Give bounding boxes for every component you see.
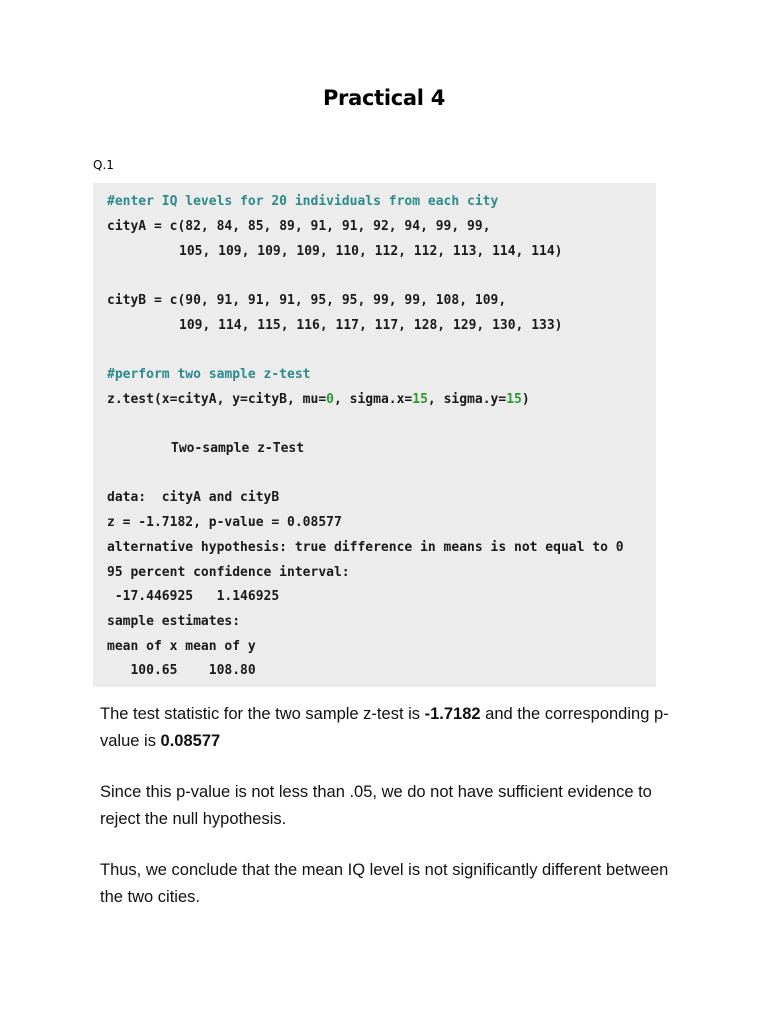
output-estimates-header: mean of x mean of y	[107, 639, 256, 654]
output-alternative-hypothesis: alternative hypothesis: true difference in means is not equal to 0	[107, 540, 624, 555]
code-cityA-prefix: cityA = c(	[107, 219, 186, 234]
output-ci-values: -17.446925 1.146925	[107, 589, 280, 604]
p1-test-statistic-value: -1.7182	[424, 705, 481, 723]
code-cityB-prefix: cityB = c(	[107, 293, 186, 308]
question-label: Q.1	[93, 158, 114, 172]
page-title: Practical 4	[322, 86, 446, 110]
code-ztest-call	[107, 392, 530, 408]
output-estimates-label: sample estimates:	[107, 614, 241, 629]
ztest-sigma-y-value: 15	[506, 392, 522, 407]
code-cityA-line1	[107, 219, 491, 235]
output-data-line: data: cityA and cityB	[107, 490, 280, 505]
output-ci-label: 95 percent confidence interval:	[107, 565, 350, 580]
output-estimates-values: 100.65 108.80	[107, 663, 256, 678]
code-cityB-values-row2: 109, 114, 115, 116, 117, 117, 128, 129, 130, 133)	[179, 318, 563, 333]
output-heading: Two-sample z-Test	[171, 441, 305, 456]
ztest-sigma-x-value: 15	[412, 392, 428, 407]
ztest-mu-value: 0	[326, 392, 334, 407]
code-cityB-line1	[107, 293, 506, 309]
code-cityA-values-row2: 105, 109, 109, 109, 110, 112, 112, 113, 114, 114)	[179, 244, 563, 259]
code-comment-enter-iq: #enter IQ levels for 20 individuals from each city	[107, 194, 499, 209]
ztest-call-suffix: )	[521, 392, 530, 407]
ztest-call-mid1: , sigma.x=	[333, 392, 413, 407]
paragraph-conclusion: Thus, we conclude that the mean IQ level is not significantly different between the two cities.	[100, 861, 669, 906]
ztest-call-prefix: z.test(x=cityA, y=cityB, mu=	[107, 392, 327, 407]
p1-p-value: 0.08577	[160, 732, 221, 750]
p1-text-a: The test statistic for the two sample z-test is	[100, 705, 425, 723]
paragraph-test-statistic	[100, 701, 690, 755]
ztest-call-mid2: , sigma.y=	[427, 392, 507, 407]
output-stat-line: z = -1.7182, p-value = 0.08577	[107, 515, 342, 530]
paragraph-p-value-interpretation: Since this p-value is not less than .05, we do not have sufficient evidence to reject the null hypothesis.	[100, 783, 652, 828]
code-cityB-values-row1: 90, 91, 91, 91, 95, 95, 99, 99, 108, 109,	[185, 293, 507, 308]
p1-text-b: and the corresponding p-value is	[100, 705, 669, 750]
code-cityA-values-row1: 82, 84, 85, 89, 91, 91, 92, 94, 99, 99,	[185, 219, 491, 234]
code-comment-perform-test: #perform two sample z-test	[107, 367, 311, 382]
